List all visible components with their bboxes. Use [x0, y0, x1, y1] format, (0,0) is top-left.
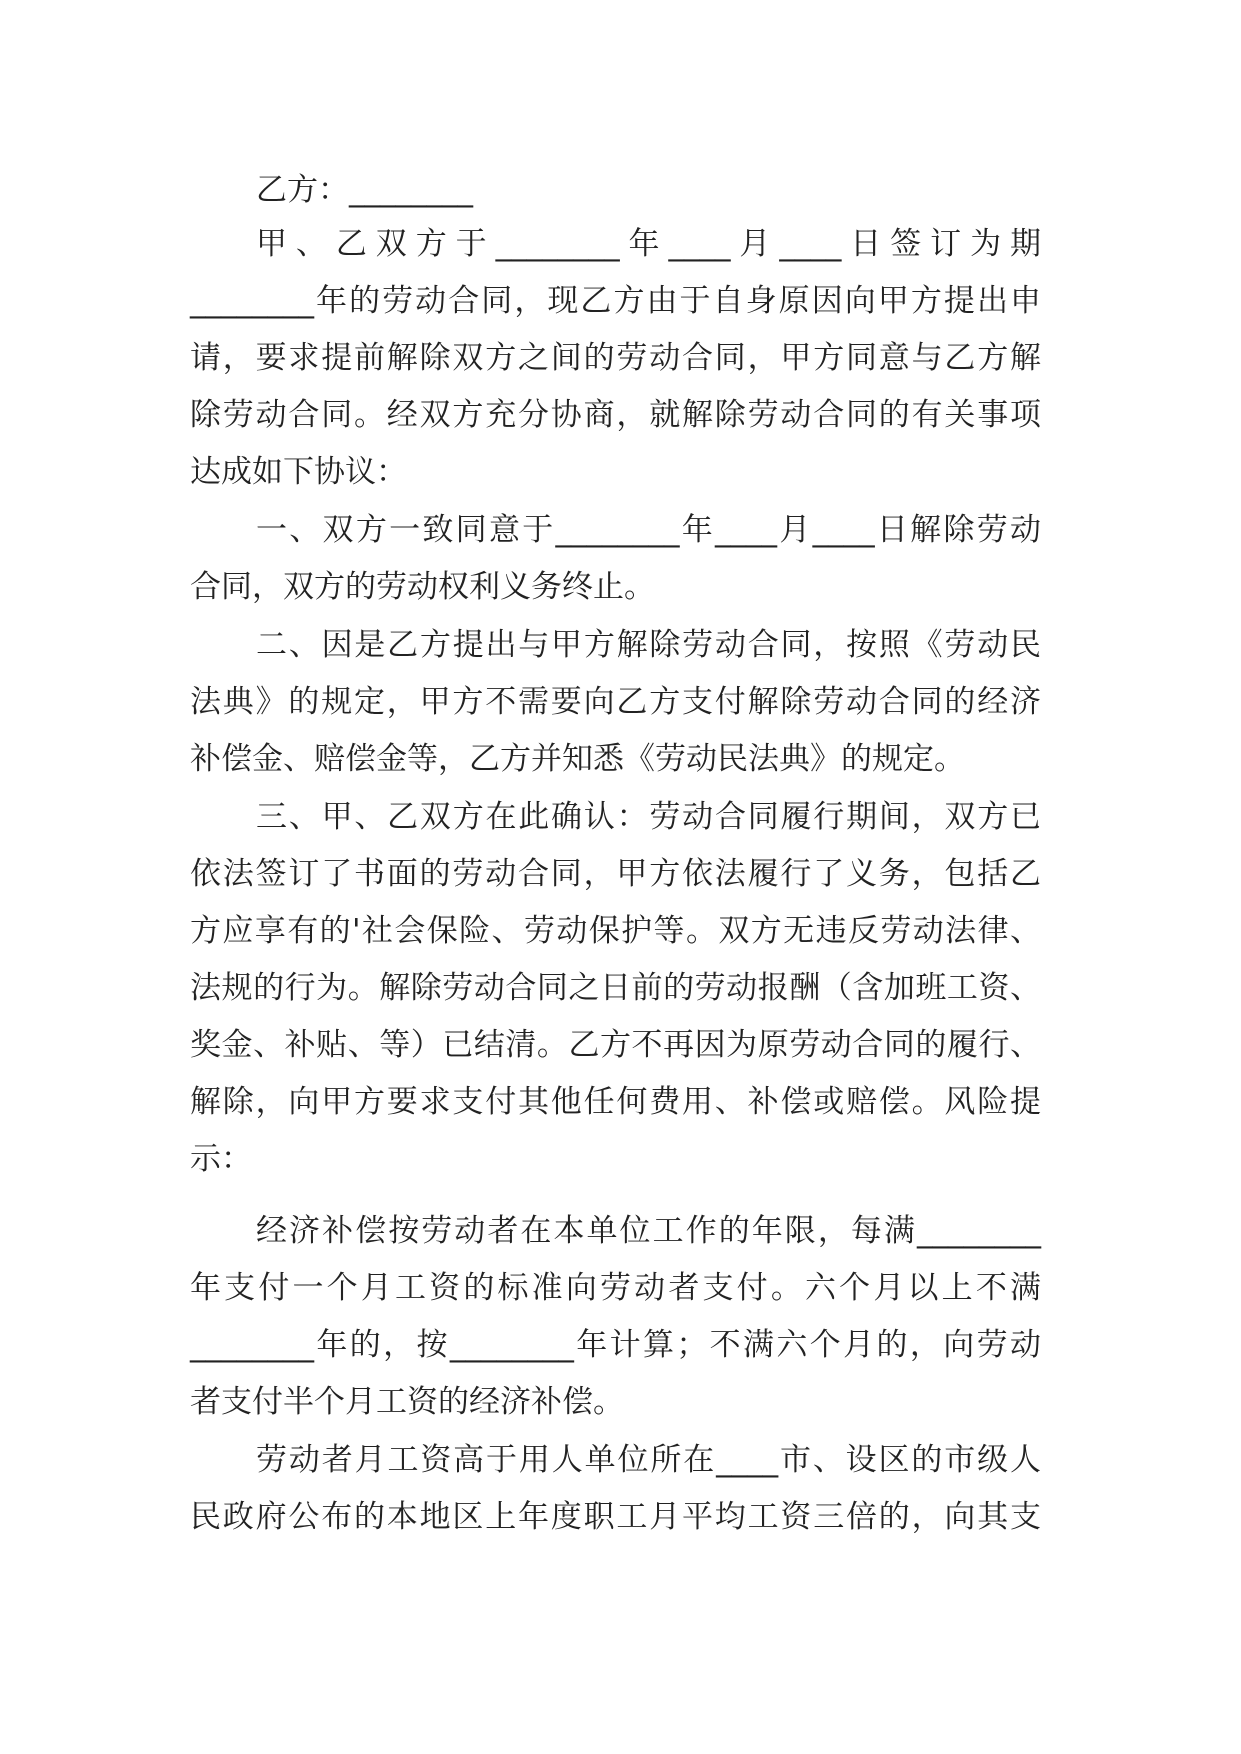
clause-3-line-7: 示：: [190, 1141, 252, 1177]
paragraph-1-line-2: ________年的劳动合同，现乙方由于自身原因向甲方提出申: [190, 283, 1041, 319]
risk-note-2-line-2: 民政府公布的本地区上年度职工月平均工资三倍的，向其支: [190, 1499, 1041, 1535]
risk-note-1-line-2: 年支付一个月工资的标准向劳动者支付。六个月以上不满: [190, 1270, 1041, 1306]
paragraph-1-line-3: 请，要求提前解除双方之间的劳动合同，甲方同意与乙方解: [190, 340, 1041, 376]
paragraph-1-line-5: 达成如下协议：: [190, 454, 407, 490]
risk-note-1-line-3: ________年的，按________年计算；不满六个月的，向劳动: [190, 1327, 1041, 1363]
clause-3-line-3: 方应享有的'社会保险、劳动保护等。双方无违反劳动法律、: [190, 913, 1041, 949]
clause-2-line-1: 二、因是乙方提出与甲方解除劳动合同，按照《劳动民: [256, 627, 1041, 663]
clause-3-line-4: 法规的行为。解除劳动合同之日前的劳动报酬（含加班工资、: [190, 970, 1041, 1006]
paragraph-1-line-4: 除劳动合同。经双方充分协商，就解除劳动合同的有关事项: [190, 397, 1041, 433]
clause-2-line-3: 补偿金、赔偿金等，乙方并知悉《劳动民法典》的规定。: [190, 741, 965, 777]
clause-1-line-1: 一、双方一致同意于________年____月____日解除劳动: [256, 512, 1041, 548]
risk-note-2-line-1: 劳动者月工资高于用人单位所在____市、设区的市级人: [256, 1442, 1041, 1478]
paragraph-1-line-1: 甲、乙双方于________年____月____日签订为期: [256, 226, 1041, 262]
risk-note-1-line-4: 者支付半个月工资的经济补偿。: [190, 1384, 624, 1420]
clause-1-line-2: 合同，双方的劳动权利义务终止。: [190, 569, 655, 605]
risk-note-1-line-1: 经济补偿按劳动者在本单位工作的年限，每满________: [256, 1213, 1041, 1249]
clause-3-line-2: 依法签订了书面的劳动合同，甲方依法履行了义务，包括乙: [190, 856, 1041, 892]
clause-3-line-6: 解除，向甲方要求支付其他任何费用、补偿或赔偿。风险提: [190, 1084, 1041, 1120]
clause-3-line-1: 三、甲、乙双方在此确认：劳动合同履行期间，双方已: [256, 799, 1041, 835]
party-b-line: 乙方：________: [256, 172, 473, 208]
clause-2-line-2: 法典》的规定，甲方不需要向乙方支付解除劳动合同的经济: [190, 684, 1041, 720]
clause-3-line-5: 奖金、补贴、等）已结清。乙方不再因为原劳动合同的履行、: [190, 1027, 1041, 1063]
